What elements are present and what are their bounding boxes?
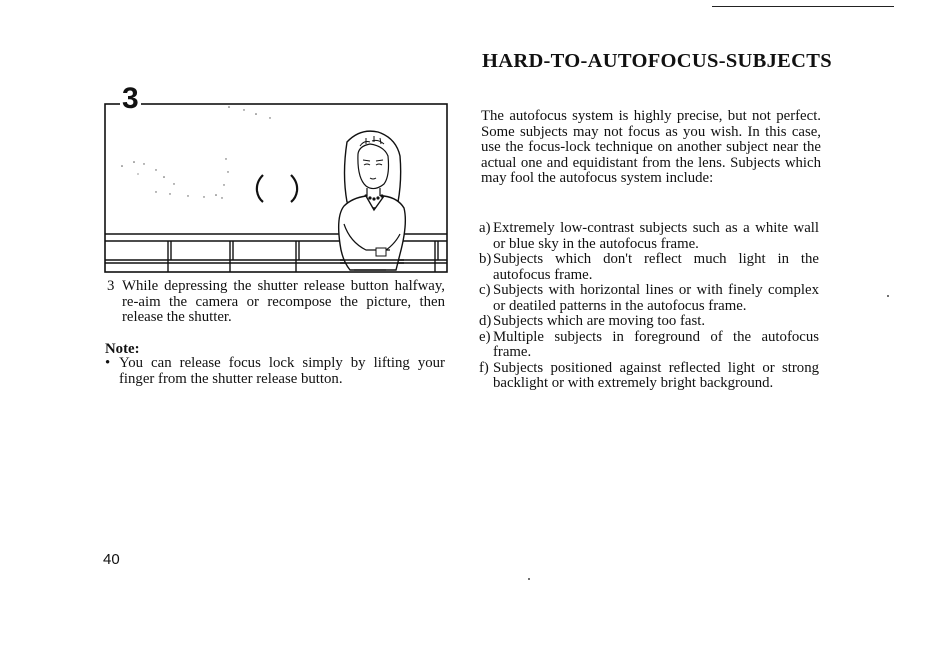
list-item bbox=[479, 361, 819, 392]
list-item-text: Multiple subjects in foreground of the autofocus frame. bbox=[493, 328, 819, 360]
list-item-text: Extremely low-contrast subjects such as a white wall or blue sky in the autofocus frame. bbox=[493, 220, 819, 252]
scan-speck bbox=[887, 295, 889, 297]
list-item bbox=[479, 252, 819, 283]
list-item bbox=[479, 330, 819, 361]
step-instruction bbox=[107, 279, 445, 326]
list-item-label: b) bbox=[479, 251, 492, 267]
step-text: While depressing the shutter release button halfway, re-aim the camera or recompose the picture, then release the shutter. bbox=[122, 278, 445, 325]
list-item-text: Subjects positioned against reflected light or strong backlight or with extremely bright background. bbox=[493, 359, 819, 391]
list-item bbox=[479, 314, 819, 330]
bullet-icon: • bbox=[105, 355, 111, 371]
list-item-text: Subjects which don't reflect much light in the autofocus frame. bbox=[493, 251, 819, 283]
focus-lock-illustration bbox=[104, 84, 450, 274]
list-item-label: f) bbox=[479, 359, 489, 376]
list-item-label: a) bbox=[479, 220, 491, 236]
page-heading: HARD-TO-AUTOFOCUS-SUBJECTS bbox=[482, 50, 832, 72]
list-item-label: d) bbox=[479, 313, 492, 329]
figure-number: 3 bbox=[122, 82, 139, 115]
top-rule bbox=[712, 6, 894, 7]
list-item-text: Subjects with horizontal lines or with finely complex or deatiled patterns in the autofocus frame. bbox=[493, 282, 819, 314]
intro-paragraph: The autofocus system is highly precise, but not perfect. Some subjects may not focus as you wish. In this case, use the focus-lock technique on another subject near the actual one and equidistant from the lens. Subjects which may fool the autofocus system include: bbox=[481, 108, 821, 186]
illustration-drawing bbox=[104, 84, 450, 274]
af-bracket-right bbox=[291, 175, 297, 202]
list-item bbox=[479, 283, 819, 314]
list-item-label: c) bbox=[479, 282, 491, 298]
list-item-text: Subjects which are moving too fast. bbox=[493, 313, 706, 329]
note-title: Note: bbox=[105, 341, 140, 357]
note-item bbox=[105, 356, 445, 387]
af-bracket-left bbox=[257, 175, 263, 202]
person-face bbox=[358, 144, 389, 189]
background-speckles bbox=[121, 106, 271, 199]
step-number: 3 bbox=[107, 278, 115, 294]
list-item bbox=[479, 221, 819, 252]
page-number: 40 bbox=[103, 551, 120, 568]
list-item-label: e) bbox=[479, 328, 491, 345]
note-text: You can release focus lock simply by lifting your finger from the shutter release button. bbox=[119, 355, 445, 387]
subjects-list bbox=[479, 221, 819, 392]
scan-speck bbox=[528, 578, 530, 580]
